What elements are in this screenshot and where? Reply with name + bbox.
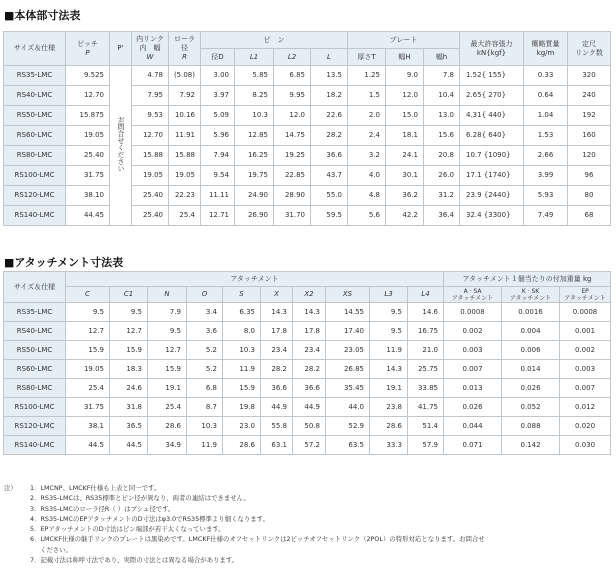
value-cell: 16.25	[235, 146, 274, 166]
value-cell: 20.8	[424, 146, 460, 166]
col-attachment: X	[261, 287, 293, 303]
value-cell: 42.2	[386, 206, 424, 226]
value-cell: 44.5	[110, 436, 148, 455]
value-cell: 0.33	[524, 66, 568, 86]
value-cell: 2.65{ 270}	[460, 86, 524, 106]
value-cell: 28.6	[370, 417, 408, 436]
value-cell: 12.70	[132, 126, 169, 146]
value-cell: 3.2	[348, 146, 386, 166]
col-added-mass: EP アタッチメント	[560, 287, 611, 303]
value-cell: 15.88	[169, 146, 201, 166]
value-cell: 3.6	[187, 322, 223, 341]
value-cell: 9.5	[370, 322, 408, 341]
value-cell: 0.006	[502, 341, 560, 360]
value-cell: 5.6	[348, 206, 386, 226]
value-cell: 25.40	[132, 186, 169, 206]
value-cell: 17.1 {1740}	[460, 166, 524, 186]
value-cell: 12.7	[66, 322, 110, 341]
value-cell: 7.95	[132, 86, 169, 106]
value-cell: 11.91	[169, 126, 201, 146]
value-cell: 192	[568, 106, 611, 126]
col-pitch: ピッチ P	[66, 32, 110, 66]
value-cell: 23.4	[261, 341, 293, 360]
value-cell: 23.9 {2440}	[460, 186, 524, 206]
col-pin-l1: L1	[235, 49, 274, 66]
value-cell: 28.6	[223, 436, 261, 455]
value-cell: 15.9	[223, 379, 261, 398]
value-cell: 31.75	[66, 398, 110, 417]
col-attachment: S	[223, 287, 261, 303]
col-attachment: O	[187, 287, 223, 303]
value-cell: 0.0016	[502, 303, 560, 322]
value-cell: 19.8	[223, 398, 261, 417]
col-attachment: C	[66, 287, 110, 303]
value-cell: 19.75	[235, 166, 274, 186]
size-cell: RS120-LMC	[4, 417, 66, 436]
value-cell: 9.5	[148, 322, 187, 341]
group-pin: ピ ン	[201, 32, 348, 49]
col-added-mass: K · SK アタッチメント	[502, 287, 560, 303]
value-cell: 25.4	[169, 206, 201, 226]
value-cell: 10.3	[235, 106, 274, 126]
note-item: 7．記載寸法は称呼寸法であり、実際の寸法とは異なる場合があります。	[30, 556, 239, 565]
value-cell: 0.001	[560, 322, 611, 341]
value-cell: 23.05	[326, 341, 370, 360]
col-pin-l2: L2	[274, 49, 311, 66]
size-cell: RS120-LMC	[4, 186, 66, 206]
size-cell: RS60-LMC	[4, 360, 66, 379]
value-cell: 11.9	[223, 360, 261, 379]
table-row	[4, 398, 611, 417]
col-size: サイズ＆仕様	[4, 32, 66, 66]
size-cell: RS40-LMC	[4, 322, 66, 341]
value-cell: 1.53	[524, 126, 568, 146]
value-cell: 36.5	[110, 417, 148, 436]
value-cell: 11.9	[370, 341, 408, 360]
value-cell: 55.8	[261, 417, 293, 436]
value-cell: 2.66	[524, 146, 568, 166]
value-cell: 1.04	[524, 106, 568, 126]
value-cell: 4.31{ 440}	[460, 106, 524, 126]
value-cell: 1.25	[348, 66, 386, 86]
value-cell: 14.3	[293, 303, 326, 322]
value-cell: 5.93	[524, 186, 568, 206]
value-cell: 9.5	[370, 303, 408, 322]
value-cell: 38.1	[66, 417, 110, 436]
value-cell: 15.9	[66, 341, 110, 360]
value-cell: 19.1	[370, 379, 408, 398]
value-cell: 12.71	[201, 206, 235, 226]
value-cell: 0.088	[502, 417, 560, 436]
size-cell: RS35-LMC	[4, 66, 66, 86]
group-attachment: アタッチメント	[66, 272, 444, 287]
value-cell: 31.8	[110, 398, 148, 417]
value-cell: 0.020	[560, 417, 611, 436]
size-cell: RS40-LMC	[4, 86, 66, 106]
value-cell: 19.05	[169, 166, 201, 186]
note-item: 4．RS35-LMCのEPアタッチメントのD寸法はφ3.0でRS35標準より細くなります。	[30, 514, 269, 523]
table-row	[4, 166, 611, 186]
value-cell: 7.94	[201, 146, 235, 166]
value-cell: 12.7	[148, 341, 187, 360]
value-cell: 28.2	[293, 360, 326, 379]
table-row	[4, 417, 611, 436]
value-cell: 51.4	[408, 417, 444, 436]
size-cell: RS100-LMC	[4, 166, 66, 186]
table-row	[4, 86, 611, 106]
value-cell: 1.5	[348, 86, 386, 106]
value-cell: 10.16	[169, 106, 201, 126]
table-row	[4, 66, 611, 86]
value-cell: 12.7	[110, 322, 148, 341]
value-cell: 0.014	[502, 360, 560, 379]
value-cell: 17.8	[261, 322, 293, 341]
value-cell: 5.2	[187, 341, 223, 360]
value-cell: 18.1	[386, 126, 424, 146]
value-cell: 36.6	[311, 146, 348, 166]
value-cell: 25.40	[66, 146, 110, 166]
value-cell: 0.003	[444, 341, 502, 360]
value-cell: 0.030	[560, 436, 611, 455]
value-cell: 4.8	[348, 186, 386, 206]
value-cell: 0.004	[502, 322, 560, 341]
value-cell: 44.9	[261, 398, 293, 417]
value-cell: 0.142	[502, 436, 560, 455]
value-cell: 63.5	[326, 436, 370, 455]
value-cell: 17.40	[326, 322, 370, 341]
value-cell: 21.0	[408, 341, 444, 360]
value-cell: 14.75	[274, 126, 311, 146]
value-cell: 23.0	[223, 417, 261, 436]
value-cell: 12.85	[235, 126, 274, 146]
value-cell: 16.75	[408, 322, 444, 341]
value-cell: 57.9	[408, 436, 444, 455]
value-cell: 9.5	[110, 303, 148, 322]
group-plate: プレート	[348, 32, 460, 49]
group-added-mass: アタッチメント１個当たりの付加重量 kg	[444, 272, 611, 287]
value-cell: 8.25	[235, 86, 274, 106]
value-cell: 3.99	[524, 166, 568, 186]
value-cell: 19.05	[66, 360, 110, 379]
col-attachment: XS	[326, 287, 370, 303]
value-cell: 14.6	[408, 303, 444, 322]
table-row	[4, 322, 611, 341]
value-cell: 24.1	[386, 146, 424, 166]
value-cell: 7.49	[524, 206, 568, 226]
size-cell: RS60-LMC	[4, 126, 66, 146]
value-cell: 19.25	[274, 146, 311, 166]
attachment-dimension-table	[3, 271, 611, 455]
value-cell: 6.35	[223, 303, 261, 322]
value-cell: 7.8	[424, 66, 460, 86]
value-cell: 5.85	[235, 66, 274, 86]
col-plate-h2: 幅h	[424, 49, 460, 66]
size-cell: RS50-LMC	[4, 341, 66, 360]
col-plate-h: 幅H	[386, 49, 424, 66]
value-cell: 36.2	[386, 186, 424, 206]
value-cell: 44.9	[293, 398, 326, 417]
value-cell: 31.2	[424, 186, 460, 206]
value-cell: 19.05	[66, 126, 110, 146]
value-cell: 0.007	[444, 360, 502, 379]
col-attachment: C1	[110, 287, 148, 303]
value-cell: 10.4	[424, 86, 460, 106]
value-cell: 9.53	[132, 106, 169, 126]
value-cell: 0.0008	[560, 303, 611, 322]
note-continuation: ください。	[40, 545, 72, 554]
value-cell: 26.0	[424, 166, 460, 186]
value-cell: 15.875	[66, 106, 110, 126]
value-cell: 9.95	[274, 86, 311, 106]
value-cell: 38.10	[66, 186, 110, 206]
value-cell: 0.012	[560, 398, 611, 417]
value-cell: 8.7	[187, 398, 223, 417]
section1-title: ■本体部寸法表	[4, 9, 81, 22]
value-cell: 9.525	[66, 66, 110, 86]
value-cell: 2.4	[348, 126, 386, 146]
main-dimension-body	[4, 66, 611, 226]
value-cell: 0.003	[560, 360, 611, 379]
value-cell: 4.0	[348, 166, 386, 186]
value-cell: 0.026	[444, 398, 502, 417]
table-row	[4, 341, 611, 360]
table-row	[4, 106, 611, 126]
col-links: 定尺 リンク数	[568, 32, 611, 66]
value-cell: 6.8	[187, 379, 223, 398]
value-cell: 15.88	[132, 146, 169, 166]
value-cell: 15.9	[110, 341, 148, 360]
size-cell: RS80-LMC	[4, 379, 66, 398]
col-attachment: L4	[408, 287, 444, 303]
value-cell: 44.5	[66, 436, 110, 455]
value-cell: 96	[568, 166, 611, 186]
value-cell: 120	[568, 146, 611, 166]
value-cell: 240	[568, 86, 611, 106]
attachment-dimension-body	[4, 303, 611, 455]
value-cell: 0.002	[560, 341, 611, 360]
col-pin-l: L	[311, 49, 348, 66]
value-cell: 26.85	[326, 360, 370, 379]
value-cell: 0.64	[524, 86, 568, 106]
value-cell: 11.9	[187, 436, 223, 455]
value-cell: 19.05	[132, 166, 169, 186]
value-cell: 9.54	[201, 166, 235, 186]
value-cell: 17.8	[293, 322, 326, 341]
value-cell: 0.013	[444, 379, 502, 398]
value-cell: 55.0	[311, 186, 348, 206]
value-cell: 25.4	[148, 398, 187, 417]
value-cell: 14.3	[261, 303, 293, 322]
col-pin-d: 径D	[201, 49, 235, 66]
value-cell: 23.8	[370, 398, 408, 417]
col-inner-width: 内リンク 内 幅 W	[132, 32, 169, 66]
value-cell: 9.0	[386, 66, 424, 86]
value-cell: 22.85	[274, 166, 311, 186]
inquiry-note: お問合せください	[117, 116, 125, 172]
value-cell: 59.5	[311, 206, 348, 226]
value-cell: 0.052	[502, 398, 560, 417]
size-cell: RS140-LMC	[4, 206, 66, 226]
value-cell: 31.70	[274, 206, 311, 226]
value-cell: 25.40	[132, 206, 169, 226]
value-cell: 320	[568, 66, 611, 86]
value-cell: 14.3	[370, 360, 408, 379]
col-pprime: P'	[110, 32, 132, 66]
size-cell: RS100-LMC	[4, 398, 66, 417]
value-cell: 28.2	[261, 360, 293, 379]
value-cell: 14.55	[326, 303, 370, 322]
value-cell: 2.0	[348, 106, 386, 126]
col-attachment: N	[148, 287, 187, 303]
value-cell: 13.5	[311, 66, 348, 86]
col-attachment: L3	[370, 287, 408, 303]
value-cell: 52.9	[326, 417, 370, 436]
value-cell: 41.75	[408, 398, 444, 417]
value-cell: 1.52{ 155}	[460, 66, 524, 86]
value-cell: 28.6	[148, 417, 187, 436]
value-cell: 34.9	[148, 436, 187, 455]
value-cell: 12.70	[66, 86, 110, 106]
size-cell: RS50-LMC	[4, 106, 66, 126]
value-cell: 24.90	[235, 186, 274, 206]
value-cell: 22.6	[311, 106, 348, 126]
value-cell: 5.2	[187, 360, 223, 379]
value-cell: 15.9	[148, 360, 187, 379]
col-roller: ローラ 径 R	[169, 32, 201, 66]
table-row	[4, 206, 611, 226]
pprime-merged-cell	[110, 66, 132, 226]
col-plate-t: 厚さT	[348, 49, 386, 66]
value-cell: 6.28{ 640}	[460, 126, 524, 146]
value-cell: 0.0008	[444, 303, 502, 322]
table-row	[4, 126, 611, 146]
value-cell: 26.90	[235, 206, 274, 226]
value-cell: 36.6	[293, 379, 326, 398]
value-cell: 12.0	[274, 106, 311, 126]
value-cell: 160	[568, 126, 611, 146]
value-cell: 0.002	[444, 322, 502, 341]
value-cell: 33.85	[408, 379, 444, 398]
note-item: 6．LMCKF仕様の継手リンクのプレートは黒染めです。LMCKF仕様のオフセットリンクは2ピッチオフセットリンク（2POL）の特形対応となります。お問合せ	[30, 535, 485, 544]
size-cell: RS35-LMC	[4, 303, 66, 322]
value-cell: 25.4	[66, 379, 110, 398]
value-cell: 13.0	[424, 106, 460, 126]
section2-title: ■アタッチメント寸法表	[4, 256, 124, 269]
value-cell: 63.1	[261, 436, 293, 455]
size-cell: RS140-LMC	[4, 436, 66, 455]
col-size-2: サイズ＆仕様	[4, 272, 66, 303]
value-cell: 23.4	[293, 341, 326, 360]
value-cell: 4.78	[132, 66, 169, 86]
value-cell: 5.09	[201, 106, 235, 126]
col-added-mass: A · SA アタッチメント	[444, 287, 502, 303]
size-cell: RS80-LMC	[4, 146, 66, 166]
value-cell: 0.071	[444, 436, 502, 455]
value-cell: 0.026	[502, 379, 560, 398]
value-cell: 0.007	[560, 379, 611, 398]
note-item: 5．EPアタッチメントのD寸法はピン端部が若干太くなっています。	[30, 525, 225, 534]
table-row	[4, 186, 611, 206]
value-cell: 31.75	[66, 166, 110, 186]
note-item: 3．RS35-LMCのローラ径R（ ）はブシュ径です。	[30, 504, 175, 513]
value-cell: 8.0	[223, 322, 261, 341]
value-cell: 18.2	[311, 86, 348, 106]
value-cell: 30.1	[386, 166, 424, 186]
value-cell: 7.9	[148, 303, 187, 322]
note-item: 注） 1．LMCNP、LMCKF仕様も上表と同一です。	[4, 484, 161, 492]
value-cell: 22.23	[169, 186, 201, 206]
value-cell: 0.044	[444, 417, 502, 436]
table-row	[4, 303, 611, 322]
value-cell: 24.6	[110, 379, 148, 398]
col-mass: 概略質量 kg/m	[524, 32, 568, 66]
value-cell: 10.3	[223, 341, 261, 360]
value-cell: 3.00	[201, 66, 235, 86]
value-cell: 10.7 {1090}	[460, 146, 524, 166]
value-cell: 10.3	[187, 417, 223, 436]
value-cell: 3.4	[187, 303, 223, 322]
value-cell: 15.0	[386, 106, 424, 126]
value-cell: (5.08)	[169, 66, 201, 86]
value-cell: 15.6	[424, 126, 460, 146]
value-cell: 3.97	[201, 86, 235, 106]
value-cell: 50.8	[293, 417, 326, 436]
value-cell: 19.1	[148, 379, 187, 398]
value-cell: 80	[568, 186, 611, 206]
table-row	[4, 146, 611, 166]
value-cell: 28.90	[274, 186, 311, 206]
value-cell: 33.3	[370, 436, 408, 455]
value-cell: 44.0	[326, 398, 370, 417]
value-cell: 5.96	[201, 126, 235, 146]
value-cell: 25.75	[408, 360, 444, 379]
value-cell: 6.85	[274, 66, 311, 86]
notes	[4, 483, 612, 565]
table-row	[4, 360, 611, 379]
value-cell: 43.7	[311, 166, 348, 186]
value-cell: 36.6	[261, 379, 293, 398]
value-cell: 44.45	[66, 206, 110, 226]
value-cell: 36.4	[424, 206, 460, 226]
value-cell: 32.4 {3300}	[460, 206, 524, 226]
col-attachment: X2	[293, 287, 326, 303]
value-cell: 11.11	[201, 186, 235, 206]
table-row	[4, 436, 611, 455]
main-dimension-table	[3, 31, 611, 226]
value-cell: 9.5	[66, 303, 110, 322]
value-cell: 12.0	[386, 86, 424, 106]
value-cell: 18.3	[110, 360, 148, 379]
col-tension: 最大許容張力 kN{kgf}	[460, 32, 524, 66]
value-cell: 57.2	[293, 436, 326, 455]
table-row	[4, 379, 611, 398]
value-cell: 35.45	[326, 379, 370, 398]
note-item: 2．RS35-LMCは、RS35標準とピン径が異なり、両者の連結はできません。	[30, 494, 250, 503]
value-cell: 28.2	[311, 126, 348, 146]
value-cell: 68	[568, 206, 611, 226]
value-cell: 7.92	[169, 86, 201, 106]
